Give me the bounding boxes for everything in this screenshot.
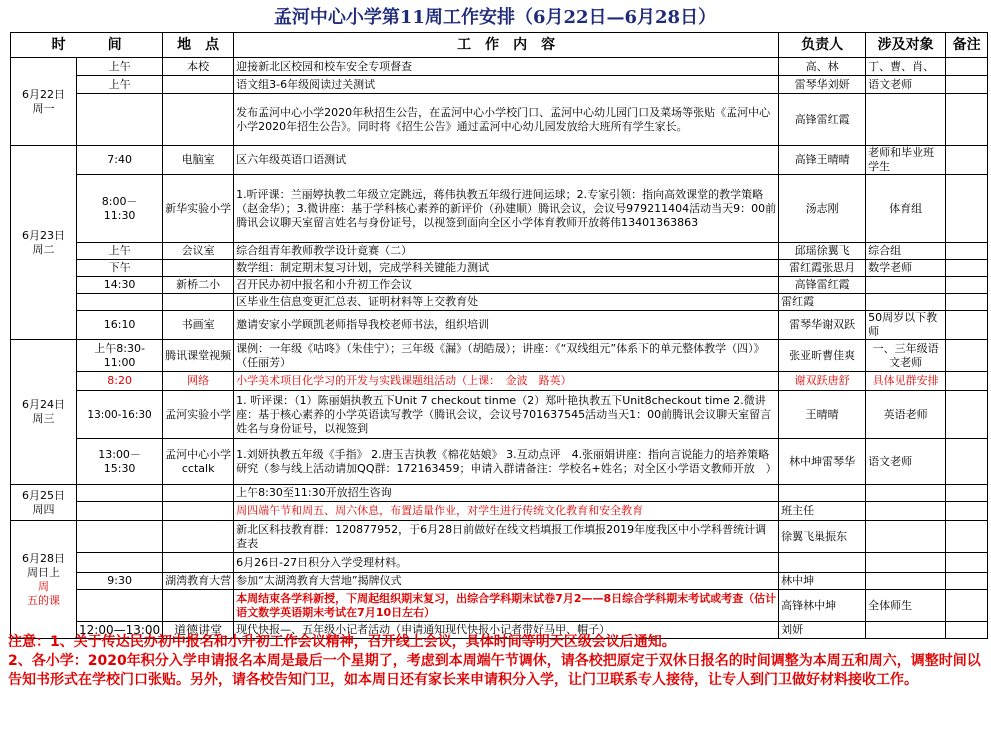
content-cell: 区毕业生信息变更汇总表、证明材料等上交教育处	[234, 294, 779, 311]
owner-cell	[779, 485, 866, 502]
time-cell: 8:00－ 11:30	[77, 175, 163, 243]
content-cell: 参加“太湖湾教育大营地”揭牌仪式	[234, 573, 779, 590]
target-cell: 丁、曹、肖、	[866, 58, 946, 76]
content-cell: 邀请安家小学顾凯老师指导我校老师书法，组织培训	[234, 311, 779, 340]
note-cell	[946, 243, 988, 260]
table-row	[11, 521, 988, 553]
time-cell: 16:10	[77, 311, 163, 340]
content-cell: 区六年级英语口语测试	[234, 146, 779, 175]
time-cell: 上午8:30- 11:00	[77, 340, 163, 372]
owner-cell: 林中坤	[779, 573, 866, 590]
target-cell	[866, 502, 946, 521]
table-row	[11, 76, 988, 94]
target-cell	[866, 94, 946, 146]
table-row	[11, 58, 988, 76]
time-cell: 下午	[77, 260, 163, 277]
content-cell: 数学组：制定期末复习计划，完成学科关键能力测试	[234, 260, 779, 277]
place-cell	[163, 502, 234, 521]
place-cell: 湖湾教育大营	[163, 573, 234, 590]
content-cell: 本周结束各学科新授，下周起组织期末复习，出综合学科期末试卷7月2——8日综合学科期末考试或考查（估计语文数学英语期末考试在7月10日左右）	[234, 590, 779, 622]
time-cell	[77, 485, 163, 502]
header-target: 涉及对象	[866, 33, 946, 58]
note-cell	[946, 590, 988, 622]
table-row	[11, 94, 988, 146]
owner-cell: 徐翼飞巢振东	[779, 521, 866, 553]
target-cell: 具体见群安排	[866, 372, 946, 391]
owner-cell: 高锋王晴晴	[779, 146, 866, 175]
table-row	[11, 439, 988, 485]
time-cell	[77, 553, 163, 573]
table-row	[11, 372, 988, 391]
content-cell: 语文组3-6年级阅读过关测试	[234, 76, 779, 94]
place-cell: 孟河实验小学	[163, 391, 234, 439]
date-cell: 6月24日 周三	[11, 340, 77, 485]
owner-cell: 雷琴华刘妍	[779, 76, 866, 94]
place-cell	[163, 590, 234, 622]
place-cell: 道德讲堂	[163, 622, 234, 639]
table-row	[11, 553, 988, 573]
target-cell	[866, 573, 946, 590]
time-cell: 13:00－ 15:30	[77, 439, 163, 485]
table-row	[11, 243, 988, 260]
target-cell	[866, 553, 946, 573]
place-cell: 新华实验小学	[163, 175, 234, 243]
time-cell	[77, 294, 163, 311]
time-cell: 9:30	[77, 573, 163, 590]
date-cell: 6月22日 周一	[11, 58, 77, 146]
note-cell	[946, 439, 988, 485]
owner-cell: 雷琴华谢双跃	[779, 311, 866, 340]
content-cell: 小学美术项目化学习的开发与实践课题组活动（上课： 金波 路英）	[234, 372, 779, 391]
table-row	[11, 175, 988, 243]
target-cell	[866, 485, 946, 502]
owner-cell: 高锋林中坤	[779, 590, 866, 622]
owner-cell: 林中坤雷琴华	[779, 439, 866, 485]
header-note: 备注	[946, 33, 988, 58]
content-cell: 综合组青年教师教学设计竟赛（二）	[234, 243, 779, 260]
date-label-red: 周 五的课	[27, 579, 60, 607]
date-cell: 6月25日 周四	[11, 485, 77, 521]
table-row	[11, 485, 988, 502]
note-cell	[946, 277, 988, 294]
date-cell	[11, 521, 77, 639]
note-cell	[946, 553, 988, 573]
target-cell: 数学老师	[866, 260, 946, 277]
table-row	[11, 277, 988, 294]
owner-cell: 邱瑶徐翼飞	[779, 243, 866, 260]
content-cell: 1.刘妍执教五年级《手指》 2.唐玉吉执教《棉花姑娘》 3.互动点评 4.张丽娟讲座：指向言说能力的培养策略研究（参与线上活动请加QQ群：172163459；申请入群请备注：学校名+姓名；对全区小学语文教师开放 ）	[234, 439, 779, 485]
time-cell: 上午	[77, 58, 163, 76]
note-cell	[946, 502, 988, 521]
schedule-table	[10, 32, 988, 639]
target-cell: 老师和毕业班学生	[866, 146, 946, 175]
place-cell	[163, 260, 234, 277]
place-cell: 本校	[163, 58, 234, 76]
target-cell: 一、三年级语文老师	[866, 340, 946, 372]
owner-cell: 张亚昕曹佳爽	[779, 340, 866, 372]
table-row	[11, 340, 988, 372]
header-content: 工 作 内 容	[234, 33, 779, 58]
date-cell: 6月23日 周二	[11, 146, 77, 340]
owner-cell: 汤志刚	[779, 175, 866, 243]
target-cell	[866, 294, 946, 311]
target-cell	[866, 521, 946, 553]
owner-cell: 高锋雷红霞	[779, 277, 866, 294]
note-2: 2、各小学：2020年积分入学申请报名本周是最后一个星期了，考虑到本周端午节调休，请各校把原定于双休日报名的时间调整为本周五和周六，调整时间以告知书形式在学校门口张贴。另外，请各校告知门卫，如本周日还有家长来申请积分入学，让门卫联系专人接待，让专人到门卫做好材料接收工作。	[8, 653, 981, 688]
header-row	[11, 33, 988, 58]
owner-cell: 刘妍	[779, 622, 866, 639]
place-cell	[163, 485, 234, 502]
owner-cell: 雷红霞	[779, 294, 866, 311]
time-cell: 14:30	[77, 277, 163, 294]
owner-cell: 高锋雷红霞	[779, 94, 866, 146]
content-cell: 周四端午节和周五、周六休息，布置适量作业，对学生进行传统文化教育和安全教育	[234, 502, 779, 521]
note-cell	[946, 58, 988, 76]
time-cell	[77, 502, 163, 521]
place-cell: 书画室	[163, 311, 234, 340]
note-cell	[946, 521, 988, 553]
target-cell: 综合组	[866, 243, 946, 260]
note-cell	[946, 76, 988, 94]
time-cell: 12:00—13:00	[77, 622, 163, 639]
note-1: 注意：1、关于传达民办初中报名和小升初工作会议精神，召开线上会议，具体时间等明天区级会议后通知。	[8, 634, 676, 650]
owner-cell: 王晴晴	[779, 391, 866, 439]
place-cell: 电脑室	[163, 146, 234, 175]
owner-cell: 高、林	[779, 58, 866, 76]
note-cell	[946, 146, 988, 175]
content-cell: 新北区科技教育群：120877952，于6月28日前做好在线文档填报工作填报2019年度我区中小学科普统计调查表	[234, 521, 779, 553]
place-cell	[163, 521, 234, 553]
note-cell	[946, 175, 988, 243]
content-cell: 6月26日-27日积分入学受理材料。	[234, 553, 779, 573]
target-cell: 50周岁以下教师	[866, 311, 946, 340]
note-cell	[946, 372, 988, 391]
content-cell: 课例：一年级《咕咚》（朱佳宁）；三年级《漏》（胡皓晟）；讲座：《“双线组元”体系下的单元整体教学（四）》（任丽芳）	[234, 340, 779, 372]
target-cell: 语文老师	[866, 439, 946, 485]
date-label: 6月28日 周日上	[22, 551, 65, 579]
owner-cell: 班主任	[779, 502, 866, 521]
owner-cell: 雷红霞张思月	[779, 260, 866, 277]
page-title: 孟河中心小学第11周工作安排（6月22日—6月28日）	[273, 7, 717, 28]
owner-cell	[779, 553, 866, 573]
header-place: 地 点	[163, 33, 234, 58]
content-cell: 1. 听评课：（1）陈丽娟执教五下Unit 7 checkout tinme（2）郑叶艳执教五下Unit8checkout time 2.微讲座：基于核心素养的小学英语读写教学（腾讯会议，会议号701637545活动当天1：00前腾讯会议聊天室留言姓名与身份证号，以视签到	[234, 391, 779, 439]
place-cell	[163, 553, 234, 573]
table-row	[11, 294, 988, 311]
place-cell: 腾讯课堂视频	[163, 340, 234, 372]
time-cell: 13:00-16:30	[77, 391, 163, 439]
content-cell: 迎接新北区校园和校车安全专项督查	[234, 58, 779, 76]
content-cell: 发布孟河中心小学2020年秋招生公告，在孟河中心小学校门口、孟河中心幼儿园门口及菜场等张贴《孟河中心小学2020年招生公告》。同时将《招生公告》通过孟河中心幼儿园发放给大班所有学生家长。	[234, 94, 779, 146]
notes-section	[8, 633, 983, 690]
table-row	[11, 573, 988, 590]
target-cell: 语文老师	[866, 76, 946, 94]
note-cell	[946, 294, 988, 311]
header-time: 时 间	[11, 33, 163, 58]
table-row	[11, 311, 988, 340]
content-cell: 1.听评课：兰丽婷执教二年级立定跳远，蒋伟执教五年级行进间运球；2.专家引领：指向高效课堂的教学策略（赵金华）；3.微讲座：基于学科核心素养的新评价（孙建顺）腾讯会议，会议号979211404活动当天9：00前腾讯会议聊天室留言姓名与身份证号，以视签到面向全区小学体育教师开放蒋伟13401363863	[234, 175, 779, 243]
note-cell	[946, 94, 988, 146]
time-cell: 7:40	[77, 146, 163, 175]
target-cell: 英语老师	[866, 391, 946, 439]
table-row	[11, 590, 988, 622]
content-cell: 召开民办初中报名和小升初工作会议	[234, 277, 779, 294]
content-cell: 上午8:30至11:30开放招生咨询	[234, 485, 779, 502]
note-cell	[946, 391, 988, 439]
table-row	[11, 391, 988, 439]
table-row	[11, 146, 988, 175]
time-cell	[77, 590, 163, 622]
note-cell	[946, 260, 988, 277]
table-row	[11, 260, 988, 277]
place-cell: 会议室	[163, 243, 234, 260]
place-cell: 孟河中心小学cctalk	[163, 439, 234, 485]
target-cell	[866, 277, 946, 294]
place-cell: 网络	[163, 372, 234, 391]
owner-cell: 谢双跃唐舒	[779, 372, 866, 391]
time-cell	[77, 94, 163, 146]
content-cell: 现代快报—、五年级小记者活动（申请通知现代快报小记者带好马甲、帽子）	[234, 622, 779, 639]
place-cell	[163, 94, 234, 146]
note-cell	[946, 485, 988, 502]
time-cell: 上午	[77, 243, 163, 260]
place-cell: 新桥二小	[163, 277, 234, 294]
target-cell: 体育组	[866, 175, 946, 243]
time-cell	[77, 521, 163, 553]
header-owner: 负责人	[779, 33, 866, 58]
note-cell	[946, 311, 988, 340]
note-cell	[946, 340, 988, 372]
time-cell: 上午	[77, 76, 163, 94]
place-cell	[163, 294, 234, 311]
place-cell	[163, 76, 234, 94]
note-cell	[946, 573, 988, 590]
time-cell: 8:20	[77, 372, 163, 391]
table-row	[11, 502, 988, 521]
target-cell: 全体师生	[866, 590, 946, 622]
